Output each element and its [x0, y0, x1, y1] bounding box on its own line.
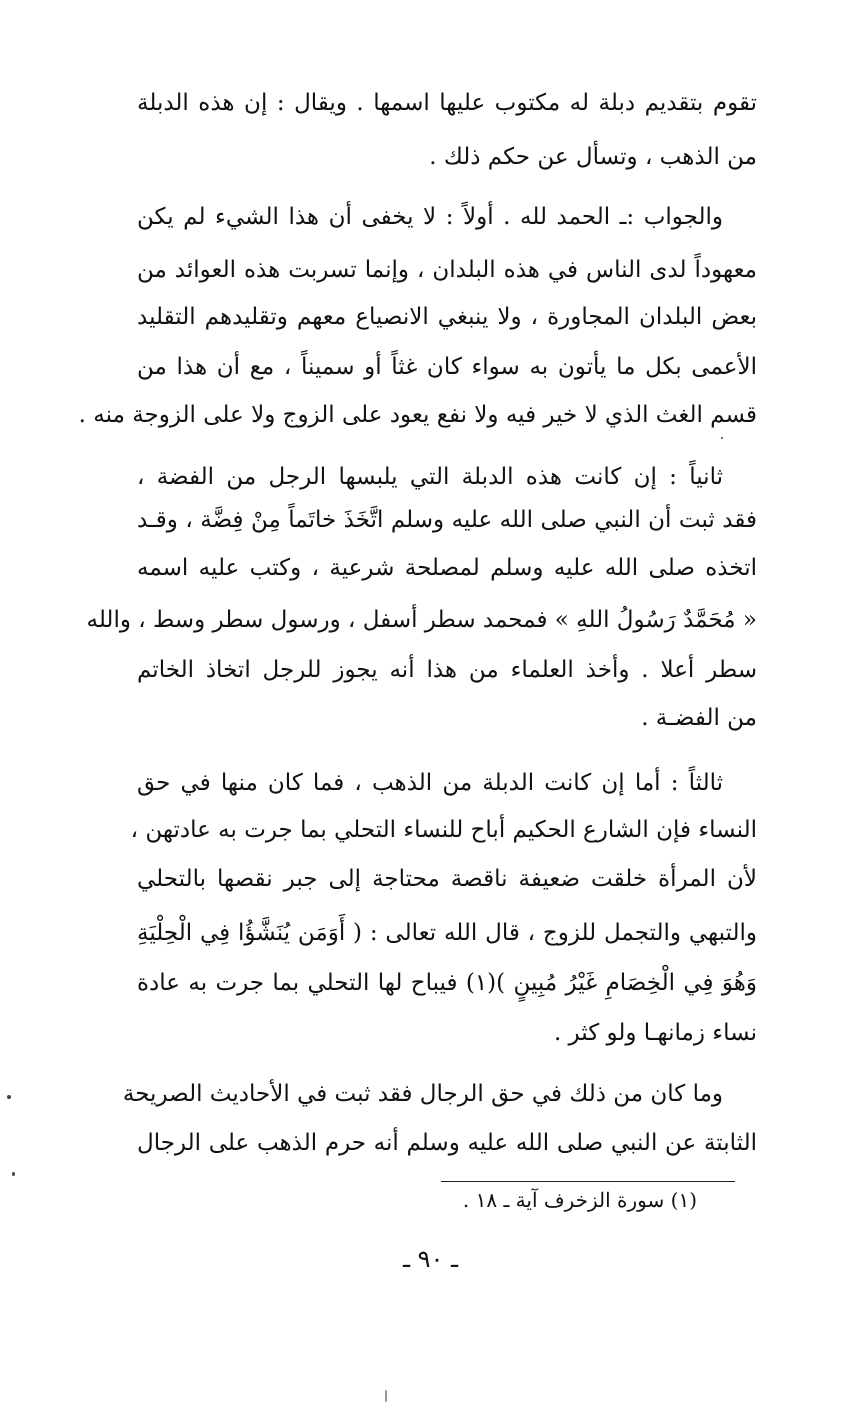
text-line: والجواب :ـ الحمد لله . أولاً : لا يخفى أن هذا الشيء لم يكن — [137, 204, 723, 230]
text-line: من الذهب ، وتسأل عن حكم ذلك . — [429, 144, 757, 170]
text-line: « مُحَمَّدٌ رَسُولُ اللهِ » فمحمد سطر أسفل ، ورسول سطر وسط ، والله — [86, 607, 757, 633]
scan-speck — [721, 437, 723, 439]
scan-speck — [7, 1095, 11, 1099]
scan-speck — [385, 1390, 387, 1402]
text-line: والتبهي والتجمل للزوج ، قال الله تعالى : ( أَوَمَن يُنَشَّؤُا فِي الْحِلْيَةِ — [137, 920, 757, 946]
footnote: (١) سورة الزخرف آية ـ ١٨ . — [462, 1188, 697, 1212]
text-line: وَهُوَ فِي الْخِصَامِ غَيْرُ مُبِينٍ )(١) فيباح لها التحلي بما جرت به عادة — [137, 970, 757, 996]
text-line: تقوم بتقديم دبلة له مكتوب عليها اسمها . ويقال : إن هذه الدبلة — [137, 90, 757, 116]
text-line: نساء زمانهـا ولو كثر . — [553, 1020, 757, 1046]
text-line: معهوداً لدى الناس في هذه البلدان ، وإنما تسربت هذه العوائد من — [137, 257, 757, 283]
text-line: لأن المرأة خلقت ضعيفة ناقصة محتاجة إلى جبر نقصها بالتحلي — [137, 866, 757, 892]
text-line: قسم الغث الذي لا خير فيه ولا نفع يعود على الزوج ولا على الزوجة منه . — [78, 402, 757, 428]
text-line: النساء فإن الشارع الحكيم أباح للنساء التحلي بما جرت به عادتهن ، — [130, 817, 757, 843]
text-line: سطر أعلا . وأخذ العلماء من هذا أنه يجوز للرجل اتخاذ الخاتم — [137, 657, 757, 683]
text-line: ثانياً : إن كانت هذه الدبلة التي يلبسها الرجل من الفضة ، — [137, 464, 723, 490]
text-line: الأعمى بكل ما يأتون به سواء كان غثاً أو سميناً ، مع أن هذا من — [137, 354, 757, 380]
text-line: ثالثاً : أما إن كانت الدبلة من الذهب ، فما كان منها في حق — [137, 770, 723, 796]
scan-speck — [12, 1172, 15, 1176]
text-line: فقد ثبت أن النبي صلى الله عليه وسلم اتَّخَذَ خاتَماً مِنْ فِضَّة ، وقـد — [137, 507, 757, 533]
text-line: اتخذه صلى الله عليه وسلم لمصلحة شرعية ، وكتب عليه اسمه — [137, 555, 757, 581]
text-line: وما كان من ذلك في حق الرجال فقد ثبت في الأحاديث الصريحة — [122, 1081, 723, 1107]
footnote-divider — [441, 1181, 735, 1182]
text-line: الثابتة عن النبي صلى الله عليه وسلم أنه حرم الذهب على الرجال — [137, 1130, 757, 1156]
text-line: بعض البلدان المجاورة ، ولا ينبغي الانصياع معهم وتقليدهم التقليد — [137, 304, 757, 330]
page-number: ـ ٩٠ ـ — [402, 1245, 459, 1273]
text-line: من الفضـة . — [641, 705, 757, 731]
